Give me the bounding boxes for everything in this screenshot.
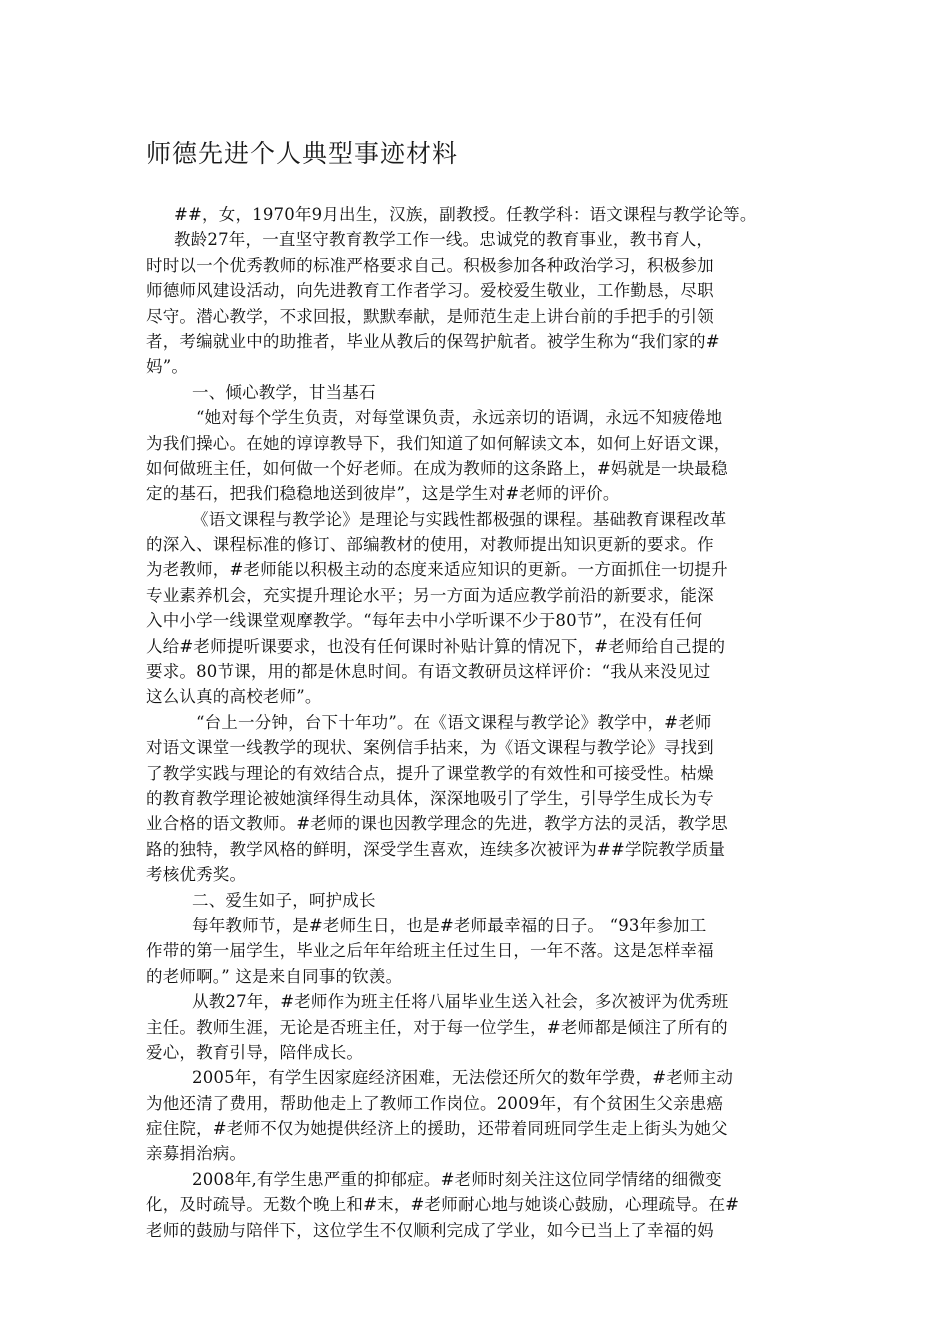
text-line: 者，考编就业中的助推者，毕业从教后的保驾护航者。被学生称为“我们家的# <box>146 331 720 351</box>
text-line: 专业素养机会，充实提升理论水平；另一方面为适应教学前沿的新要求，能深 <box>146 585 714 605</box>
text-line: 对语文课堂一线教学的现状、案例信手拈来，为《语文课程与教学论》寻找到 <box>146 738 714 758</box>
text-line: 为他还清了费用，帮助他走上了教师工作岗位。2009年，有个贫困生父亲患癌 <box>146 1093 724 1113</box>
text-line: 要求。80节课，用的都是休息时间。有语文教研员这样评价：“我从来没见过 <box>146 662 711 682</box>
text-line: 了教学实践与理论的有效结合点，提升了课堂教学的有效性和可接受性。枯燥 <box>146 763 714 783</box>
text-line: 化，及时疏导。无数个晚上和#末，#老师耐心地与她谈心鼓励，心理疏导。在# <box>146 1195 740 1215</box>
text-line: “她对每个学生负责，对每堂课负责，永远亲切的语调，永远不知疲倦地 <box>196 408 723 428</box>
section-heading: 一、倾心教学，甘当基石 <box>192 382 376 402</box>
text-line: 时时以一个优秀教师的标准严格要求自己。积极参加各种政治学习，积极参加 <box>146 255 714 275</box>
text-line: 每年教师节，是#老师生日，也是#老师最幸福的日子。 “93年参加工 <box>192 915 707 935</box>
text-line: 的老师啊。” 这是来自同事的钦羡。 <box>146 966 403 986</box>
text-line: 这么认真的高校老师”。 <box>146 687 322 707</box>
text-line: 作带的第一届学生，毕业之后年年给班主任过生日，一年不落。这是怎样幸福 <box>146 941 714 961</box>
text-line: 2008年,有学生患严重的抑郁症。#老师时刻关注这位同学情绪的细微变 <box>192 1169 722 1189</box>
text-line: 考核优秀奖。 <box>146 865 247 885</box>
text-line: 尽守。潜心教学，不求回报，默默奉献，是师范生走上讲台前的手把手的引领 <box>146 306 714 326</box>
text-line: 老师的鼓励与陪伴下，这位学生不仅顺利完成了学业，如今已当上了幸福的妈 <box>146 1220 714 1240</box>
text-line: 教龄27年，一直坚守教育教学工作一线。忠诚党的教育事业，教书育人， <box>174 230 714 250</box>
text-line: 的教育教学理论被她演绎得生动具体，深深地吸引了学生，引导学生成长为专 <box>146 788 714 808</box>
text-line: 为我们操心。在她的谆谆教导下，我们知道了如何解读文本，如何上好语文课， <box>146 433 731 453</box>
text-line: 主任。教师生涯，无论是否班主任，对于每一位学生，#老师都是倾注了所有的 <box>146 1017 728 1037</box>
text-line: 从教27年，#老师作为班主任将八届毕业生送入社会，多次被评为优秀班 <box>192 992 729 1012</box>
text-line: 的深入、课程标准的修订、部编教材的使用，对教师提出知识更新的要求。作 <box>146 535 714 555</box>
text-line: 师德师风建设活动，向先进教育工作者学习。爱校爱生敬业，工作勤恳，尽职 <box>146 281 714 301</box>
document-body <box>146 202 816 1243</box>
text-line: 路的独特，教学风格的鲜明，深受学生喜欢，连续多次被评为##学院教学质量 <box>146 839 726 859</box>
text-line: 爱心，教育引导，陪伴成长。 <box>146 1042 364 1062</box>
text-line: 2005年，有学生因家庭经济困难，无法偿还所欠的数年学费，#老师主动 <box>192 1068 734 1088</box>
text-line: ##，女，1970年9月出生，汉族，副教授。任教学科：语文课程与教学论等。 <box>174 205 757 224</box>
document-title: 师德先进个人典型事迹材料 <box>146 139 459 168</box>
text-line: 如何做班主任，如何做一个好老师。在成为教师的这条路上，#妈就是一块最稳 <box>146 458 728 478</box>
text-line: “台上一分钟，台下十年功”。在《语文课程与教学论》教学中，#老师 <box>196 712 712 732</box>
section-heading: 二、爱生如子，呵护成长 <box>192 890 376 910</box>
text-line: 亲募捐治病。 <box>146 1144 247 1164</box>
text-line: 入中小学一线课堂观摩教学。“每年去中小学听课不少于80节”，在没有任何 <box>146 611 703 631</box>
text-line: 业合格的语文教师。#老师的课也因教学理念的先进，教学方法的灵活，教学思 <box>146 814 728 834</box>
text-line: 《语文课程与教学论》是理论与实践性都极强的课程。基础教育课程改革 <box>192 509 727 529</box>
text-line: 妈”。 <box>146 357 189 377</box>
text-line: 人给#老师提听课要求，也没有任何课时补贴计算的情况下，#老师给自己提的 <box>146 636 726 656</box>
text-line: 定的基石，把我们稳稳地送到彼岸”，这是学生对#老师的评价。 <box>146 484 620 504</box>
text-line: 症住院，#老师不仅为她提供经济上的援助，还带着同班同学生走上街头为她父 <box>146 1119 728 1139</box>
text-line: 为老教师，#老师能以积极主动的态度来适应知识的更新。一方面抓住一切提升 <box>146 560 728 580</box>
